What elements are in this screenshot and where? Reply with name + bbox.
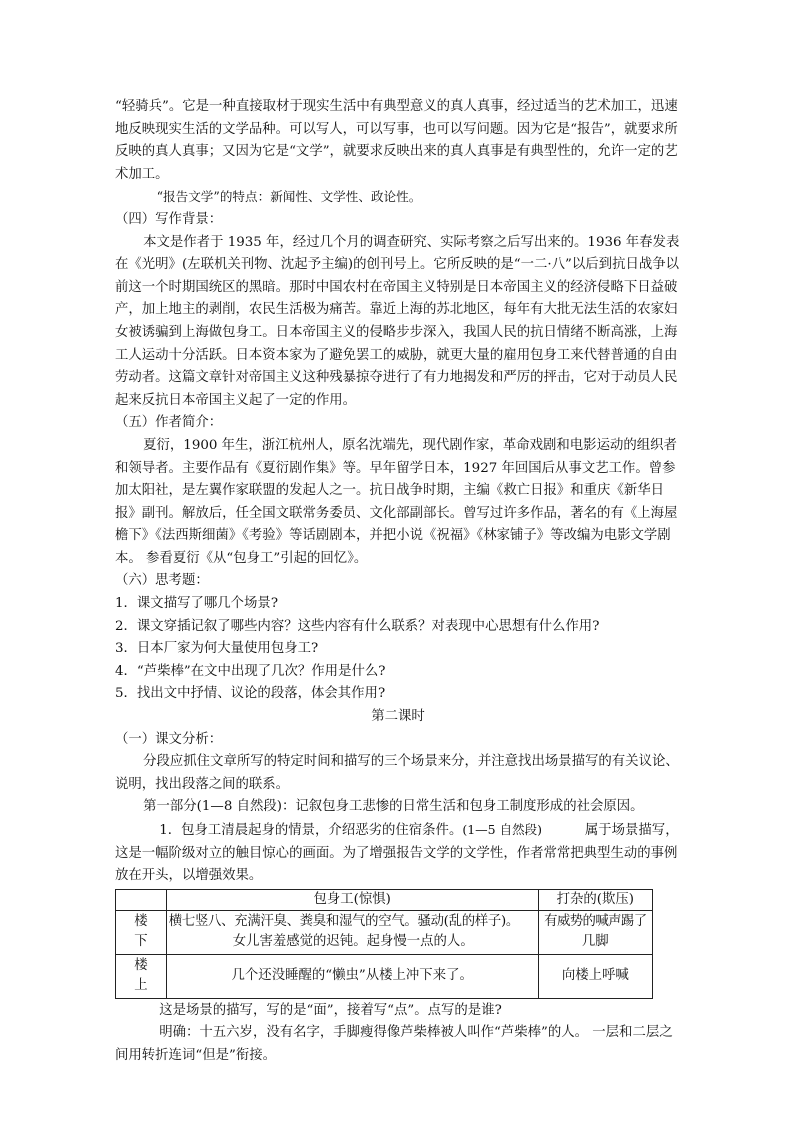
point1-range: (1—5 自然段)	[462, 822, 542, 837]
intro-paragraph: “轻骑兵”。它是一种直接取材于现实生活中有典型意义的真人真事，经过适当的艺术加工，迅速地反映现实生活的文学品种。可以写人，可以写事，也可以写问题。因为它是“报告”，就要求所反映的真人真事；又因为它是“文学”，就要求反映出来的真人真事是有典型性的，允许一定的艺术加工。	[115, 99, 678, 182]
table-cell-workers	[166, 910, 538, 954]
question-item: 1．课文描写了哪几个场景?	[115, 596, 278, 612]
table-cell-workers	[166, 954, 538, 998]
question-item: 4．“芦柴棒”在文中出现了几次？作用是什么?	[115, 663, 386, 679]
table-cell-line: 横七竖八、充满汗臭、粪臭和湿气的空气。骚动(乱的样子)。	[168, 914, 519, 930]
section-heading-author: （五）作者简介：	[115, 415, 223, 431]
point1-text: 1．包身工清晨起身的情景，介绍恶劣的住宿条件。	[159, 823, 463, 838]
table-row-label: 楼 上	[116, 954, 167, 998]
table-cell-line: 几个还没睡醒的“懒虫”从楼上冲下来了。	[231, 968, 473, 984]
scene-table	[115, 889, 653, 999]
section-heading-questions: （六）思考题：	[115, 573, 209, 589]
table-cell-line: 几脚	[581, 934, 609, 950]
table-cell-line: 向楼上呼喊	[561, 968, 629, 984]
point1-description: 属于场景描写，这是一幅阶级对立的触目惊心的画面。为了增强报告文学的文学性，作者常常把典型生动的事例放在开头，以增强效果。	[115, 823, 679, 884]
table-row	[116, 910, 653, 954]
table-cell-line: 女儿害羞感觉的迟钝。起身慢一点的人。	[232, 934, 474, 950]
question-item: 3．日本厂家为何大量使用包身工?	[115, 641, 319, 657]
table-row-label: 楼 下	[116, 910, 167, 954]
table-cell-line: 有威势的喊声踢了	[544, 914, 647, 930]
table-header-cell: 打杂的(欺压)	[538, 889, 652, 910]
part1-paragraph: 第一部分(1—8 自然段)：记叙包身工悲惨的日常生活和包身工制度形成的社会原因。	[143, 799, 644, 815]
section-heading-background: （四）写作背景：	[115, 211, 223, 227]
section-heading-analysis: （一）课文分析：	[115, 731, 223, 747]
table-cell-boss	[538, 910, 652, 954]
document-page	[115, 96, 681, 1068]
table-row	[116, 954, 653, 998]
report-literature-features: “报告文学”的特点：新闻性、文学性、政论性。	[156, 189, 422, 205]
lesson-title: 第二课时	[371, 709, 425, 725]
table-cell-boss	[538, 954, 652, 998]
question-item: 2．课文穿插记叙了哪些内容？这些内容有什么联系？对表现中心思想有什么作用?	[115, 618, 600, 634]
author-paragraph: 夏衍，1900 年生，浙江杭州人，原名沈端先，现代剧作家，革命戏剧和电影运动的组织者和领导者。主要作品有《夏衍剧作集》等。早年留学日本，1927 年回国后从事文艺工作。曾参加太阳社，是左翼作家联盟的发起人之一。抗日战争时期，主编《救亡日报》和重庆《新华日报》副刊。解放后，任全国文联常务委员、文化部副部长。曾写过许多作品，著名的有《上海屋檐下》《法西斯细菌》《考验》等话剧剧本，并把小说《祝福》《林家铺子》等改编为电影文学剧本。 参看夏衍《从“包身工”引起的回忆》。	[115, 437, 678, 566]
after-table-paragraph: 这是场景的描写，写的是“面”，接着写“点”。点写的是谁?	[159, 1002, 502, 1018]
table-header-row	[116, 889, 653, 910]
background-paragraph: 本文是作者于 1935 年，经过几个月的调查研究、实际考察之后写出来的。1936 年春发表在《光明》(左联机关刊物、沈起予主编)的创刊号上。它所反映的是“一二·八”以后到抗日战争以前这一个时期国统区的黑暗。那时中国农村在帝国主义特别是日本帝国主义的经济侵略下日益破产，加上地主的剥削，农民生活极为痛苦。靠近上海的苏北地区，每年有大批无法生活的农家妇女被诱骗到上海做包身工。日本帝国主义的侵略步步深入，我国人民的抗日情绪不断高涨，上海工人运动十分活跃。日本资本家为了避免罢工的威胁，就更大量的雇用包身工来代替普通的自由劳动者。这篇文章针对帝国主义这种残暴掠夺进行了有力地揭发和严厉的抨击，它对于动员人民起来反抗日本帝国主义起了一定的作用。	[115, 234, 680, 408]
point1-paragraph	[115, 819, 681, 888]
table-header-cell: 包身工(惊惧)	[166, 889, 538, 910]
question-item: 5．找出文中抒情、议论的段落，体会其作用?	[115, 686, 386, 702]
analysis-paragraph: 分段应抓住文章所写的特定时间和描写的三个场景来分，并注意找出场景描写的有关议论、说明，找出段落之间的联系。	[115, 754, 679, 792]
clarification-paragraph: 明确：十五六岁，没有名字，手脚瘦得像芦柴棒被人叫作“芦柴棒”的人。 一层和二层之间用转折连词“但是”衔接。	[115, 1025, 673, 1063]
table-header-cell	[116, 889, 167, 910]
